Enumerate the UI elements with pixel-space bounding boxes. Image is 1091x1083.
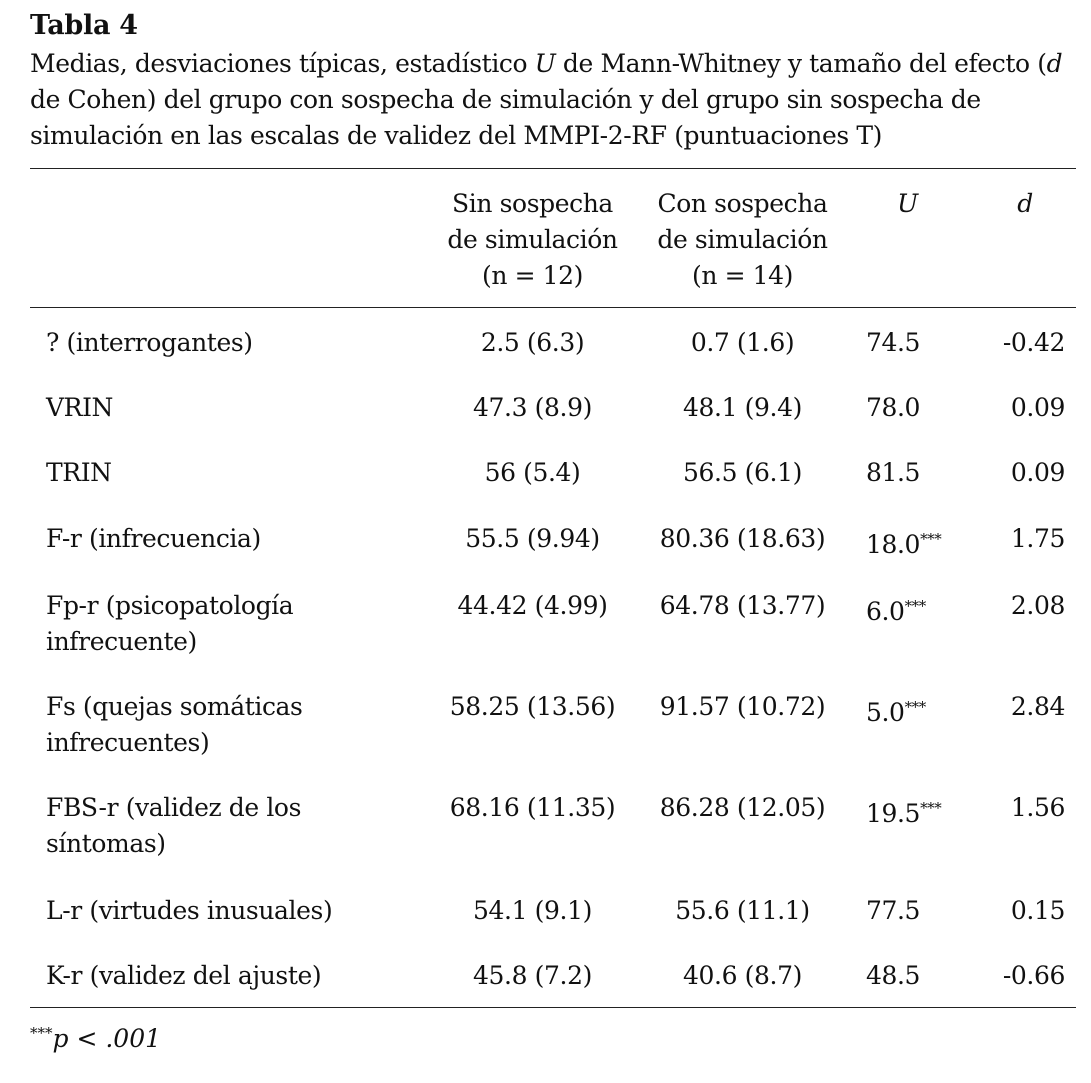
cell-u [866,958,952,994]
cell-d: 0.15 [1010,896,1065,925]
caption-part-1: Medias, desviaciones típicas, estadístico [30,49,535,78]
bottom-rule [30,1007,1076,1008]
row-label: Fs (quejas somáticas [46,692,303,721]
u-value: 77.5 [866,896,921,925]
cell-con-sospecha: 55.6 (11.1) [675,896,810,925]
row-label: Fp-r (psicopatología [46,591,294,620]
header-con-line1: Con sospecha [657,189,828,218]
cell-con-sospecha: 40.6 (8.7) [683,961,802,990]
cell-d: 0.09 [1010,393,1065,422]
row-label: TRIN [46,458,112,487]
cell-sin-sospecha: 68.16 (11.35) [449,793,616,822]
cell-d: 1.56 [1010,793,1065,822]
header-u: U [897,189,918,218]
cell-d: 1.75 [1010,524,1065,553]
cell-d: 2.08 [1010,591,1065,620]
cell-d: 2.84 [1010,692,1065,721]
u-value: 74.5 [866,328,921,357]
top-rule [30,168,1076,169]
significance-stars: *** [904,597,926,615]
row-label-cont: síntomas) [46,829,166,858]
row-label: VRIN [46,393,114,422]
header-sin-line2: de simulación [447,225,618,254]
cell-con-sospecha: 91.57 (10.72) [659,692,826,721]
cell-con-sospecha: 64.78 (13.77) [659,591,826,620]
cell-sin-sospecha: 44.42 (4.99) [457,591,608,620]
row-label-cont: infrecuentes) [46,728,210,757]
cell-d: 0.09 [1010,458,1065,487]
footnote [30,1024,161,1053]
cell-u [866,521,952,563]
footnote-text: p < .001 [52,1024,162,1053]
cell-u [866,893,952,929]
row-label: L-r (virtudes inusuales) [46,896,333,925]
header-rule [30,307,1076,308]
cell-sin-sospecha: 56 (5.4) [484,458,581,487]
cell-sin-sospecha: 45.8 (7.2) [473,961,592,990]
u-value: 81.5 [866,458,921,487]
significance-stars: *** [920,530,942,548]
cell-sin-sospecha: 55.5 (9.94) [465,524,600,553]
row-label: ? (interrogantes) [46,328,253,357]
cell-u [866,689,952,731]
significance-stars: *** [904,698,926,716]
cell-u [866,390,952,426]
cell-d: -0.42 [1002,328,1065,357]
cell-sin-sospecha: 54.1 (9.1) [473,896,592,925]
u-value: 18.0 [866,530,921,559]
cell-sin-sospecha: 58.25 (13.56) [449,692,616,721]
cell-con-sospecha: 0.7 (1.6) [690,328,795,357]
cell-u [866,790,952,832]
u-value: 48.5 [866,961,921,990]
cell-con-sospecha: 86.28 (12.05) [659,793,826,822]
row-label-cont: infrecuente) [46,627,197,656]
row-label: K-r (validez del ajuste) [46,961,322,990]
cell-con-sospecha: 48.1 (9.4) [683,393,802,422]
header-con-n: (n = 14) [691,261,794,290]
header-con-line2: de simulación [657,225,828,254]
header-sin-n: (n = 12) [481,261,584,290]
u-value: 78.0 [866,393,921,422]
header-d: d [1017,189,1033,218]
cell-sin-sospecha: 47.3 (8.9) [473,393,592,422]
cell-con-sospecha: 56.5 (6.1) [683,458,802,487]
cell-d: -0.66 [1002,961,1065,990]
footnote-stars: *** [30,1024,53,1042]
header-sin-line1: Sin sospecha [452,189,613,218]
cell-u [866,325,952,361]
row-label: FBS-r (validez de los [46,793,302,822]
cell-u [866,455,952,491]
caption-u-symbol: U [534,49,556,78]
table-title: Tabla 4 [30,10,138,41]
significance-stars: *** [920,799,942,817]
u-value: 6.0 [866,597,905,626]
cell-sin-sospecha: 2.5 (6.3) [480,328,585,357]
u-value: 19.5 [866,799,921,828]
caption-part-2: de Mann-Whitney y tamaño del efecto ( [555,49,1047,78]
cell-u [866,588,952,630]
table-caption [30,46,1075,154]
caption-d-symbol: d [1046,49,1063,78]
row-label: F-r (infrecuencia) [46,524,261,553]
caption-part-3: de Cohen) del grupo con sospecha de simulación y del grupo sin sospecha de simulación en las escalas de validez del MMPI-2-RF (puntuaciones T) [30,85,981,150]
cell-con-sospecha: 80.36 (18.63) [659,524,826,553]
u-value: 5.0 [866,698,905,727]
